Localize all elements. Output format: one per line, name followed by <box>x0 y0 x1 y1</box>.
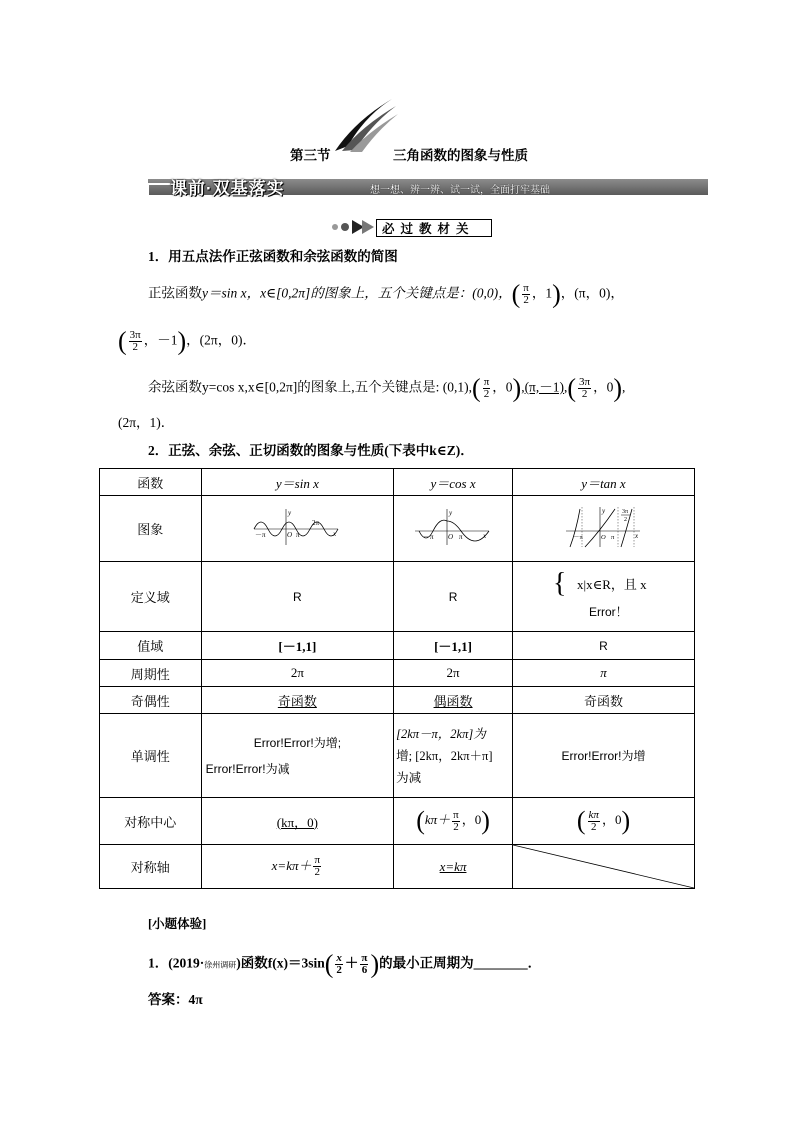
sine-p2-rest: ，1 <box>531 285 553 301</box>
section-title: 三角函数的图象与性质 <box>393 148 528 163</box>
sine-p4-den: 2 <box>132 341 138 353</box>
sin-graph-x: x <box>333 529 337 538</box>
period-cos: 2π <box>394 660 513 687</box>
exercise-heading: [小题体验] <box>148 917 207 931</box>
cos-p3: (π,－1) <box>524 379 564 395</box>
mono-cos-2: 增; [2kπ，2kπ＋π] <box>396 748 493 763</box>
cos-p4-num: 3π <box>579 376 591 388</box>
mono-cos <box>394 714 513 798</box>
cos-p5: (2π，1)． <box>118 415 175 430</box>
graph-label: 图象 <box>100 496 202 562</box>
mono-sin-1: Error!Error!为增; <box>253 735 342 750</box>
domain-tan-top: x|x∈R，且 x <box>577 576 647 592</box>
period-sin: 2π <box>201 660 394 687</box>
cos-graph <box>413 507 493 547</box>
center-tan-num: kπ <box>588 808 599 821</box>
table-row <box>100 845 695 889</box>
sine-p3: ，(π，0)， <box>560 285 624 301</box>
center-tan-b: ，0 <box>601 812 622 828</box>
sine-p4-rest: ，－1 <box>143 332 178 348</box>
cos-graph-pi: π <box>459 532 463 541</box>
range-sin: [－1,1] <box>201 632 394 660</box>
range-label: 值域 <box>100 632 202 660</box>
sin-graph <box>252 507 342 547</box>
center-cos-den: 2 <box>453 820 459 833</box>
header-tan: y＝tan x <box>513 469 695 496</box>
q1-den2: 6 <box>361 964 368 976</box>
period-label: 周期性 <box>100 660 202 687</box>
sin-graph-left: －π <box>255 530 266 539</box>
mono-cos-1: [2kπ－π，2kπ]为 <box>396 726 486 741</box>
axis-sin-num: π <box>314 854 321 867</box>
domain-cos: R <box>394 562 513 632</box>
tan-graph-y: y <box>601 506 605 515</box>
cos-key-points-line: 余弦函数y=cos x,x∈[0,2π]的图象上,五个关键点是: (0,1),( $\frac{\pi}{2}$ ，0),(π,－1),( $\frac{3\pi}{2}$ ，0), <box>148 373 626 403</box>
cos-graph-left: －π <box>423 532 434 541</box>
banner-title: 课前·双基落实 <box>170 179 285 198</box>
range-cos: [－1,1] <box>394 632 513 660</box>
diagonal-line <box>513 845 694 888</box>
item1-heading: 1．用五点法作正弦函数和余弦函数的简图 <box>148 249 398 264</box>
header-swoosh-icon <box>330 96 400 156</box>
cos-graph-x: x <box>483 531 487 540</box>
mono-sin-2: Error!Error!为减 <box>205 761 290 776</box>
sin-graph-pi: π <box>296 530 300 539</box>
center-cos: (kπ＋ $\frac{\pi}{2}$ ，0) <box>394 798 513 845</box>
table-row <box>100 660 695 687</box>
axis-sin-a: x=kπ＋ <box>271 857 312 873</box>
parity-sin: 奇函数 <box>201 687 394 714</box>
axis-tan-empty <box>513 845 695 889</box>
center-cos-b: ，0 <box>461 812 482 828</box>
center-cos-num: π <box>453 808 459 821</box>
cos-func-text: y=cos x,x∈[0,2π]的图象上,五个关键点是: (0,1), <box>202 379 473 395</box>
table-row <box>100 469 695 496</box>
tan-graph-x: x <box>634 531 638 540</box>
section-number: 第三节 <box>290 148 331 163</box>
tan-graph-cell <box>513 496 695 562</box>
sin-graph-2pi: 2π <box>312 518 320 527</box>
axis-cos: x=kπ <box>394 845 513 889</box>
cos-graph-cell <box>394 496 513 562</box>
header-sin: y＝sin x <box>201 469 394 496</box>
tan-graph <box>564 505 644 549</box>
parity-label: 奇偶性 <box>100 687 202 714</box>
item2-heading: 2．正弦、余弦、正切函数的图象与性质(下表中k∈Z)． <box>148 443 474 458</box>
mono-cos-3: 为减 <box>396 770 422 785</box>
mono-sin <box>201 714 394 798</box>
header-function: 函数 <box>100 469 202 496</box>
sin-graph-o: O <box>287 530 293 539</box>
q1-mid: )函数f(x)＝3sin <box>236 955 325 971</box>
cos-p4-den: 2 <box>581 388 588 400</box>
sin-graph-y: y <box>288 508 292 517</box>
sine-p5: ，(2π，0)． <box>186 332 256 348</box>
domain-sin: R <box>201 562 394 632</box>
cos-p2-rest: ，0 <box>492 379 513 395</box>
sine-p2-den: 2 <box>523 294 529 306</box>
sin-graph-cell <box>201 496 394 562</box>
sine-func-text: y＝sin x，x∈[0,2π]的图象上，五个关键点是：(0,0)， <box>202 285 512 301</box>
pass-tag-label: 必过教材关 <box>382 222 475 236</box>
domain-tan: { x|x∈R，且 x Error！ <box>513 562 695 632</box>
period-tan: π <box>513 660 695 687</box>
axis-label: 对称轴 <box>100 845 202 889</box>
sine-prefix: 正弦函数 <box>148 285 202 301</box>
tan-graph-3pi2-num: 3π <box>621 508 628 515</box>
center-tan-den: 2 <box>590 820 597 833</box>
cos-graph-o: O <box>448 532 454 541</box>
cos-p4-rest: ，0 <box>593 379 614 395</box>
range-tan: R <box>513 632 695 660</box>
axis-sin-den: 2 <box>314 866 321 879</box>
center-label: 对称中心 <box>100 798 202 845</box>
cos-prefix: 余弦函数 <box>148 379 202 395</box>
tan-graph-3pi2-den: 2 <box>623 516 627 523</box>
q1-num1: x <box>336 952 342 964</box>
exercise-q1: 1．(2019·徐州调研)函数f(x)＝3sin( $\frac{x}{2}$ ＋ $\frac{\pi}{6}$ )的最小正周期为________． <box>148 949 542 979</box>
q1-prefix: 1．(2019· <box>148 955 205 971</box>
banner-corner-icon <box>148 180 170 196</box>
sine-key-points-line2: ( $\frac{3\pi}{2}$ ，－1)，(2π，0)． <box>118 326 256 356</box>
parity-cos: 偶函数 <box>394 687 513 714</box>
sine-p2-num: π <box>523 282 529 294</box>
trig-properties-table <box>99 468 695 889</box>
q1-source: 徐州调研 <box>204 960 237 970</box>
q1-den1: 2 <box>336 964 342 976</box>
exercise-answer: 答案：4π <box>148 992 203 1007</box>
tan-graph-left: －π <box>572 533 583 541</box>
table-row <box>100 687 695 714</box>
table-row <box>100 496 695 562</box>
tan-graph-o: O <box>600 533 606 541</box>
q1-num2: π <box>361 952 368 964</box>
domain-label: 定义域 <box>100 562 202 632</box>
q1-suffix: 的最小正周期为________． <box>379 955 542 971</box>
parity-tan: 奇函数 <box>513 687 695 714</box>
table-row <box>100 714 695 798</box>
banner-subtitle: 想一想、辨一辨、试一试，全面打牢基础 <box>370 185 550 196</box>
table-row <box>100 562 695 632</box>
cos-graph-y: y <box>449 508 453 517</box>
table-row <box>100 632 695 660</box>
axis-sin <box>201 845 394 889</box>
tan-graph-pi: π <box>610 533 614 541</box>
cos-p2-den: 2 <box>483 388 490 400</box>
header-cos: y＝cos x <box>394 469 513 496</box>
center-sin: (kπ，0) <box>201 798 394 845</box>
mono-tan: Error!Error!为增 <box>513 714 695 798</box>
sine-key-points-line: 正弦函数y＝sin x，x∈[0,2π]的图象上，五个关键点是：(0,0)，( $\frac{\pi}{2}$ ，1)，(π，0)， <box>148 279 624 309</box>
domain-tan-bottom: Error！ <box>589 604 628 619</box>
table-row <box>100 798 695 845</box>
center-cos-a: kπ＋ <box>424 812 451 828</box>
center-tan: ( $\frac{k\pi}{2}$ ，0) <box>513 798 695 845</box>
sine-p4-num: 3π <box>129 329 141 341</box>
q1-plus: ＋ <box>344 955 359 971</box>
cos-p2-num: π <box>483 376 490 388</box>
mono-label: 单调性 <box>100 714 202 798</box>
pass-tag-arrows-icon <box>330 219 376 235</box>
